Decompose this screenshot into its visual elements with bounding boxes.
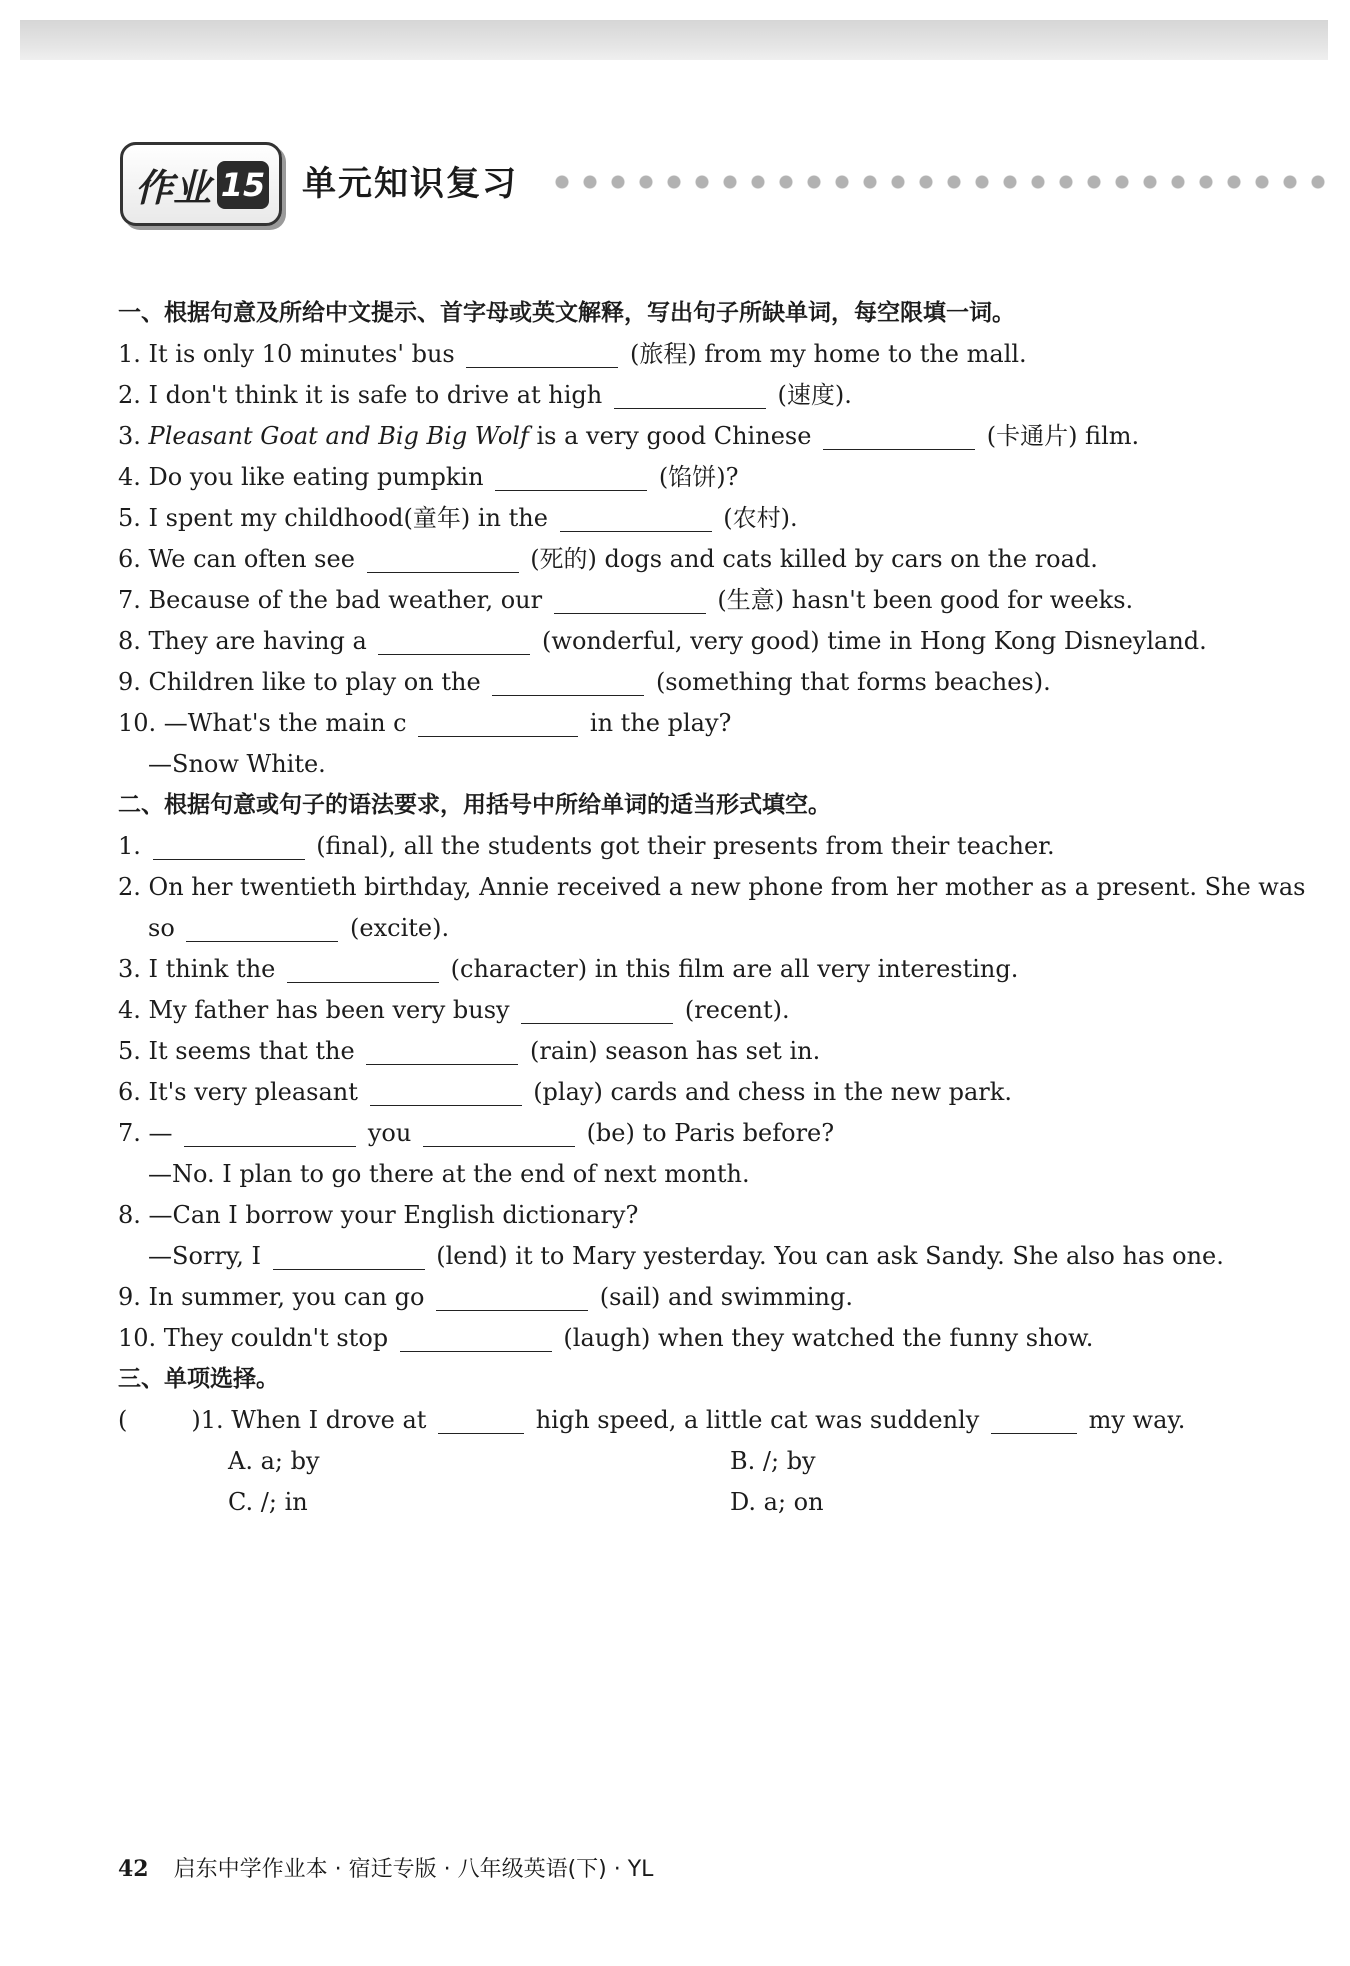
question-text: 3. I think the: [118, 955, 276, 983]
question-1-8: [118, 624, 1207, 658]
question-hint: (wonderful, very good) time in Hong Kong Disneyland.: [542, 627, 1207, 655]
question-2-8: 8. —Can I borrow your English dictionary?: [118, 1201, 639, 1229]
question-2-9: [118, 1280, 853, 1314]
answer-blank[interactable]: [367, 546, 519, 573]
question-2-4: [118, 993, 790, 1027]
question-text: you: [367, 1119, 412, 1147]
assignment-badge: [120, 142, 282, 226]
question-hint: (play) cards and chess in the new park.: [533, 1078, 1012, 1106]
answer-blank[interactable]: [366, 1038, 518, 1065]
option-d[interactable]: D. a; on: [730, 1488, 824, 1516]
answer-blank[interactable]: [400, 1325, 552, 1352]
option-b[interactable]: B. /; by: [730, 1447, 816, 1475]
option-c[interactable]: C. /; in: [228, 1488, 308, 1516]
question-hint: (recent).: [684, 996, 790, 1024]
question-2-2: [118, 870, 1305, 904]
question-text: 9. Children like to play on the: [118, 668, 481, 696]
question-1-10: [118, 706, 731, 740]
answer-blank[interactable]: [823, 423, 975, 450]
question-text: high speed, a little cat was suddenly: [535, 1406, 980, 1434]
page-footer: [118, 1852, 653, 1883]
question-1-4: [118, 460, 738, 494]
answer-blank[interactable]: [436, 1284, 588, 1311]
worksheet-header: [120, 142, 1340, 222]
question-text: 1. It is only 10 minutes' bus: [118, 340, 455, 368]
question-text: is a very good Chinese: [536, 422, 812, 450]
question-1-7: [118, 583, 1133, 617]
question-hint: (something that forms beaches).: [655, 668, 1051, 696]
answer-blank[interactable]: [186, 915, 338, 942]
question-hint: (final), all the students got their presents from their teacher.: [316, 832, 1055, 860]
question-1-2: [118, 378, 852, 412]
answer-blank[interactable]: [991, 1407, 1077, 1434]
page-number: 42: [118, 1856, 149, 1882]
question-1-5: [118, 501, 798, 535]
question-hint: (旅程) from my home to the mall.: [630, 340, 1027, 368]
answer-blank[interactable]: [184, 1120, 356, 1147]
question-text: 8. They are having a: [118, 627, 367, 655]
question-text: 5. It seems that the: [118, 1037, 355, 1065]
question-hint: (excite).: [350, 914, 450, 942]
question-2-6: [118, 1075, 1012, 1109]
question-3-1: [118, 1403, 1185, 1437]
question-number: 1.: [118, 832, 141, 860]
answer-blank[interactable]: [560, 505, 712, 532]
question-1-6: [118, 542, 1098, 576]
answer-blank[interactable]: [418, 710, 578, 737]
section-3-title: 三、单项选择。: [118, 1366, 279, 1392]
question-hint: (馅饼)?: [658, 463, 739, 491]
question-hint: (农村).: [723, 504, 798, 532]
answer-blank[interactable]: [495, 464, 647, 491]
question-2-8-reply: [148, 1239, 1224, 1273]
question-text: in the play?: [589, 709, 732, 737]
question-text: 6. We can often see: [118, 545, 355, 573]
page-title: 单元知识复习: [302, 164, 518, 204]
assignment-number: 15: [217, 161, 269, 209]
question-2-5: [118, 1034, 820, 1068]
question-1-1: [118, 337, 1027, 371]
question-text: 7. —: [118, 1119, 173, 1147]
book-title: 启东中学作业本 · 宿迁专版 · 八年级英语(下) · YL: [173, 1857, 654, 1882]
question-2-3: [118, 952, 1018, 986]
answer-blank[interactable]: [554, 587, 706, 614]
question-text: 2. On her twentieth birthday, Annie received a new phone from her mother as a present. She was: [118, 873, 1306, 901]
answer-blank[interactable]: [370, 1079, 522, 1106]
question-2-10: [118, 1321, 1093, 1355]
question-number: 3.: [118, 422, 141, 450]
question-2-7: [118, 1116, 834, 1150]
question-hint: (lend) it to Mary yesterday. You can ask Sandy. She also has one.: [436, 1242, 1224, 1270]
answer-paren-open: (: [118, 1406, 128, 1434]
question-hint: (生意) hasn't been good for weeks.: [717, 586, 1134, 614]
section-1-title: 一、根据句意及所给中文提示、首字母或英文解释，写出句子所缺单词，每空限填一词。: [118, 300, 1015, 326]
question-text: 5. I spent my childhood(童年) in the: [118, 504, 548, 532]
question-hint: (be) to Paris before?: [586, 1119, 835, 1147]
answer-blank[interactable]: [466, 341, 618, 368]
badge-label: 作业: [135, 166, 212, 210]
question-hint: (速度).: [777, 381, 852, 409]
question-2-2-cont: [148, 911, 449, 945]
question-text: so: [148, 914, 175, 942]
question-text: 4. My father has been very busy: [118, 996, 510, 1024]
question-1-10-reply: —Snow White.: [148, 750, 326, 778]
answer-blank[interactable]: [614, 382, 766, 409]
section-2-title: 二、根据句意或句子的语法要求，用括号中所给单词的适当形式填空。: [118, 792, 831, 818]
question-text: my way.: [1088, 1406, 1186, 1434]
dotted-rule: [548, 172, 1338, 192]
question-1-3: [118, 419, 1139, 453]
answer-blank[interactable]: [287, 956, 439, 983]
answer-blank[interactable]: [423, 1120, 575, 1147]
question-hint: (laugh) when they watched the funny show.: [563, 1324, 1094, 1352]
question-text: 10. —What's the main c: [118, 709, 407, 737]
question-hint: (rain) season has set in.: [529, 1037, 821, 1065]
question-2-1: [118, 829, 1055, 863]
question-hint: (sail) and swimming.: [599, 1283, 853, 1311]
answer-blank[interactable]: [438, 1407, 524, 1434]
question-text: )1. When I drove at: [191, 1406, 427, 1434]
question-text: —Sorry, I: [148, 1242, 261, 1270]
question-text: 9. In summer, you can go: [118, 1283, 425, 1311]
question-text: 2. I don't think it is safe to drive at high: [118, 381, 603, 409]
question-hint: (character) in this film are all very interesting.: [450, 955, 1019, 983]
question-text: 10. They couldn't stop: [118, 1324, 389, 1352]
scan-edge: [20, 20, 1328, 60]
question-2-7-reply: —No. I plan to go there at the end of next month.: [148, 1160, 750, 1188]
question-text: 6. It's very pleasant: [118, 1078, 358, 1106]
question-1-9: [118, 665, 1051, 699]
answer-blank[interactable]: [492, 669, 644, 696]
answer-blank[interactable]: [378, 628, 530, 655]
question-text: 4. Do you like eating pumpkin: [118, 463, 484, 491]
question-hint: (卡通片) film.: [986, 422, 1140, 450]
option-a[interactable]: A. a; by: [228, 1447, 320, 1475]
question-hint: (死的) dogs and cats killed by cars on the road.: [530, 545, 1098, 573]
answer-blank[interactable]: [273, 1243, 425, 1270]
answer-blank[interactable]: [153, 833, 305, 860]
answer-blank[interactable]: [521, 997, 673, 1024]
film-title: Pleasant Goat and Big Big Wolf: [148, 422, 529, 450]
question-text: 7. Because of the bad weather, our: [118, 586, 543, 614]
